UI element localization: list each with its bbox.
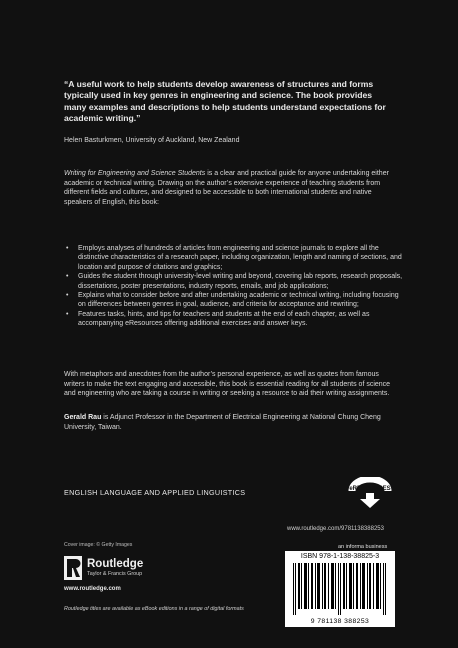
routledge-mark-icon <box>64 556 82 580</box>
closing-paragraph: With metaphors and anecdotes from the author’s personal experience, as well as quotes from famous writers to make the text engaging and accessible, this book is essential reading for all students of science and engineering who are taking a course in writing or seeking a resource to aid their writing assignments. <box>64 371 391 397</box>
book-description <box>64 169 394 207</box>
list-item: • Employs analyses of hundreds of articles from engineering and science journals to explore all the distinctive characteristics of a research paper, including organization, length and naming of sections, and location and purpose of citations and graphics; <box>78 244 408 272</box>
publisher-link[interactable]: www.routledge.com <box>64 586 121 592</box>
informa-tagline: an informa business <box>338 544 388 550</box>
author-bio-text: is Adjunct Professor in the Department of Electrical Engineering at National Chung Cheng University, Taiwan. <box>64 414 381 431</box>
publisher-name: Routledge <box>87 558 144 570</box>
feature-list <box>64 244 408 329</box>
barcode-icon <box>293 563 387 615</box>
subject-category: ENGLISH LANGUAGE AND APPLIED LINGUISTICS <box>64 488 246 497</box>
description-text: is a clear and practical guide for anyone undertaking either academic or technical writing. Drawing on the author’s extensive experience of teaching students from different fields and cultures, and designed to be accessible to both international students and native speakers of English, this book: <box>64 170 389 206</box>
routledge-logo <box>64 556 174 582</box>
list-item: • Guides the student through university-level writing and beyond, covering lab reports, research proposals, dissertations, poster presentations, industry reports, emails, and job applications; <box>78 272 408 291</box>
endorsement-attribution: Helen Basturkmen, University of Auckland, New Zealand <box>64 137 240 144</box>
ebook-note: Routledge titles are available as eBook editions in a range of digital formats <box>64 606 244 612</box>
endorsement-quote: “A useful work to help students develop awareness of structures and forms typically used in key genres in engineering and science. The book provides many examples and descriptions to help students understand expectations for academic writing.” <box>64 79 386 124</box>
isbn-digits: 9 781138 388253 <box>310 618 370 625</box>
eresources-icon <box>348 477 392 509</box>
list-item: • Features tasks, hints, and tips for teachers and students at the end of each chapter, as well as accompanying eResources offering additional exercises and answer keys. <box>78 310 408 329</box>
author-bio <box>64 413 394 432</box>
isbn-label: ISBN 978-1-138-38825-3 <box>300 553 380 560</box>
list-item: • Explains what to consider before and after undertaking academic or technical writing, including focusing on differences between genres in goal, audience, and criteria for acceptance and rewriting; <box>78 291 408 310</box>
author-name: Gerald Rau <box>64 414 102 421</box>
cover-credit: Cover image: © Getty Images <box>64 542 133 548</box>
book-title: Writing for Engineering and Science Students <box>64 170 206 177</box>
eresources-label: eRESOURCES <box>349 486 391 492</box>
isbn-barcode <box>285 551 395 627</box>
publisher-group: Taylor & Francis Group <box>87 571 143 577</box>
book-web-link[interactable]: www.routledge.com/9781138388253 <box>287 526 384 532</box>
